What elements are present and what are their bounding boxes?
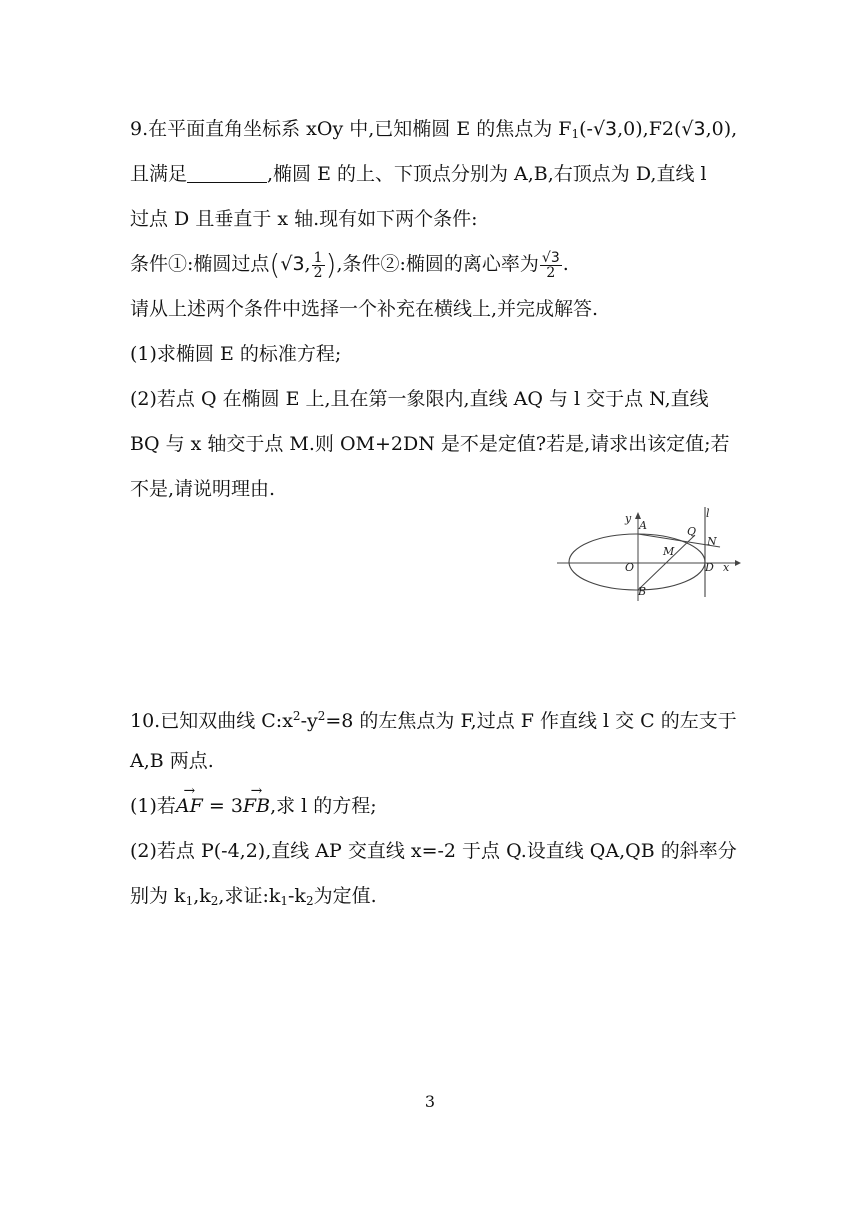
q9-text: 条件①:椭圆过点	[130, 253, 270, 275]
q9-part-1: (1)求椭圆 E 的标准方程;	[130, 343, 342, 365]
label-B: B	[638, 585, 647, 598]
vector-AF: → AF	[176, 792, 203, 820]
fraction-denominator: 2	[546, 264, 556, 281]
superscript: 2	[317, 709, 326, 723]
equation-text: = 3	[202, 795, 243, 817]
q10-text: 10.已知双曲线 C:x	[130, 710, 293, 732]
page-number: 3	[424, 1092, 436, 1111]
label-M: M	[663, 545, 675, 558]
q9-text: ,0),F2(	[617, 118, 682, 140]
q9-text: ,0),	[705, 118, 738, 140]
fraction-numerator: 1	[313, 249, 323, 266]
subscript: 1	[280, 894, 289, 908]
fill-blank	[187, 164, 267, 183]
q9-line-5: 请从上述两个条件中选择一个补充在横线上,并完成解答.	[130, 298, 599, 320]
q10-text: 为定值.	[313, 885, 377, 907]
q9-text: 9.在平面直角坐标系 xOy 中,已知椭圆 E 的焦点为 F	[130, 118, 572, 140]
fraction-denominator: 2	[313, 264, 323, 281]
q10-text: =8 的左焦点为 F,过点 F 作直线 l 交 C 的左支于	[325, 710, 737, 732]
q10-text: ,求证:k	[218, 885, 281, 907]
subscript: 2	[305, 894, 314, 908]
q10-line-2: A,B 两点.	[130, 750, 214, 772]
q9-text: ,条件②:椭圆的离心率为	[336, 253, 539, 275]
q10-text: (1)若	[130, 795, 176, 817]
q9-line-3: 过点 D 且垂直于 x 轴.现有如下两个条件:	[130, 208, 478, 230]
q9-line-4: 条件①:椭圆过点(√3, $\frac{1}{2}$ ),条件②:椭圆的离心率为 $\frac{√3}{2}$ .	[130, 248, 569, 281]
q9-text: .	[562, 253, 569, 275]
q10-text: ,k	[193, 885, 211, 907]
sqrt-3: √3	[681, 118, 706, 140]
q9-line-1	[130, 115, 737, 148]
q10-text: -k	[288, 885, 306, 907]
q9-part-2-line-3: 不是,请说明理由.	[130, 478, 276, 500]
q10-line-1	[130, 702, 737, 735]
fraction-eccentricity	[540, 251, 562, 280]
q10-part-1	[130, 792, 377, 820]
right-paren: )	[325, 248, 337, 281]
subscript: 2	[210, 894, 219, 908]
ellipse-E	[569, 534, 705, 590]
q9-part-2-line-1: (2)若点 Q 在椭圆 E 上,且在第一象限内,直线 AQ 与 l 交于点 N,直线	[130, 388, 709, 410]
label-Q: Q	[687, 525, 697, 538]
label-x: x	[723, 561, 730, 574]
q10-part-2-line-2	[130, 882, 377, 915]
label-O: O	[625, 561, 635, 574]
sqrt-3: √3	[280, 253, 305, 275]
q9-part-2-line-2: BQ 与 x 轴交于点 M.则 OM+2DN 是不是定值?若是,请求出该定值;若	[130, 433, 730, 455]
x-axis-arrow	[735, 560, 741, 566]
label-N: N	[707, 535, 717, 548]
label-y: y	[625, 512, 632, 525]
fraction-one-half	[312, 251, 325, 280]
fraction-numerator: √3	[541, 249, 560, 266]
subscript: 1	[571, 127, 580, 141]
ellipse-figure	[555, 505, 745, 605]
vector-FB: → FB	[243, 792, 270, 820]
label-D: D	[705, 561, 714, 574]
q9-text: 且满足	[130, 163, 188, 185]
label-l: l	[706, 507, 710, 520]
y-axis-arrow	[635, 512, 641, 519]
q9-line-2	[130, 160, 707, 188]
sqrt-3: √3	[592, 118, 618, 140]
superscript: 2	[292, 709, 301, 723]
q9-text: (-	[579, 118, 593, 140]
q10-text: ,求 l 的方程;	[270, 795, 377, 817]
q10-text: -y	[300, 710, 318, 732]
subscript: 1	[185, 894, 194, 908]
left-paren: (	[269, 248, 281, 281]
q10-part-2-line-1: (2)若点 P(-4,2),直线 AP 交直线 x=-2 于点 Q.设直线 QA,QB 的斜率分	[130, 840, 737, 862]
q10-text: 别为 k	[130, 885, 186, 907]
q9-text: ,椭圆 E 的上、下顶点分别为 A,B,右顶点为 D,直线 l	[267, 163, 707, 185]
label-A: A	[639, 519, 647, 532]
